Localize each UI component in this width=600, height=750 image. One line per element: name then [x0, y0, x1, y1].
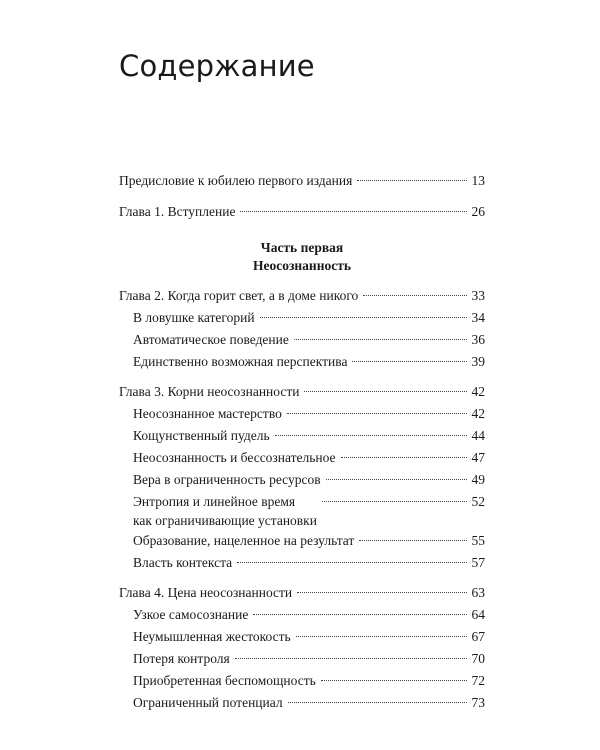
- toc-section-title-line1: Энтропия и линейное время: [133, 494, 296, 509]
- toc-section-title: Вера в ограниченность ресурсов: [133, 472, 321, 487]
- toc-section[interactable]: [119, 425, 485, 447]
- page-title: Содержание: [119, 49, 315, 83]
- toc-section[interactable]: [119, 351, 485, 373]
- toc-page-number: 72: [471, 673, 485, 688]
- leader-dots: [359, 540, 466, 541]
- toc-entry-title: Предисловие к юбилею первого издания: [119, 173, 353, 188]
- toc-section[interactable]: [119, 626, 485, 648]
- toc-section[interactable]: [119, 307, 485, 329]
- toc-section-title: Узкое самосознание: [133, 607, 249, 622]
- leader-dots: [341, 457, 467, 458]
- toc-section-title: Неосознанность и бессознательное: [133, 450, 336, 465]
- toc-entry-preface[interactable]: [119, 170, 485, 192]
- leader-dots: [288, 702, 467, 703]
- toc-section-title: Ограниченный потенциал: [133, 695, 283, 710]
- leader-dots: [294, 339, 467, 340]
- toc-section-title-line2: как ограничивающие установки: [133, 513, 317, 528]
- toc-page-number: 13: [471, 173, 485, 188]
- toc-section[interactable]: [119, 692, 485, 714]
- toc-section-title: Неосознанное мастерство: [133, 406, 282, 421]
- leader-dots: [275, 435, 467, 436]
- leader-dots: [253, 614, 466, 615]
- toc-section-title: Потеря контроля: [133, 651, 230, 666]
- part-heading-line2: Неосознанность: [252, 258, 351, 273]
- toc-section[interactable]: [119, 552, 485, 574]
- toc-section-title: Образование, нацеленное на результат: [133, 533, 355, 548]
- toc-section[interactable]: [119, 492, 485, 530]
- toc-section-title: Приобретенная беспомощность: [133, 673, 316, 688]
- toc-section[interactable]: [119, 403, 485, 425]
- toc-page-number: 47: [471, 450, 485, 465]
- toc-page-number: 26: [471, 204, 485, 219]
- leader-dots: [352, 361, 466, 362]
- toc-page-number: 34: [471, 310, 485, 325]
- leader-dots: [237, 562, 466, 563]
- toc-page-number: 57: [471, 555, 485, 570]
- toc-page-number: 52: [471, 494, 485, 509]
- toc-page-number: 70: [471, 651, 485, 666]
- toc-page-number: 42: [471, 406, 485, 421]
- toc-section[interactable]: [119, 447, 485, 469]
- toc-page-number: 67: [471, 629, 485, 644]
- table-of-contents: [119, 170, 485, 714]
- leader-dots: [357, 180, 466, 181]
- leader-dots: [304, 391, 466, 392]
- leader-dots: [240, 211, 466, 212]
- toc-entry-title: Глава 1. Вступление: [119, 204, 236, 219]
- toc-section[interactable]: [119, 469, 485, 491]
- toc-page-number: 64: [471, 607, 485, 622]
- toc-section-title: Автоматическое поведение: [133, 332, 289, 347]
- part-heading-line1: Часть первая: [260, 240, 344, 255]
- toc-entry-title: Глава 4. Цена неосознанности: [119, 585, 293, 600]
- toc-entry-chapter-1[interactable]: [119, 201, 485, 223]
- toc-entry-title: Глава 3. Корни неосознанности: [119, 384, 300, 399]
- toc-page-number: 49: [471, 472, 485, 487]
- toc-entry-chapter-3[interactable]: [119, 381, 485, 403]
- toc-section[interactable]: [119, 530, 485, 552]
- toc-section-title: Кощунственный пудель: [133, 428, 270, 443]
- toc-page-number: 44: [471, 428, 485, 443]
- toc-page-number: 55: [471, 533, 485, 548]
- toc-section[interactable]: [119, 604, 485, 626]
- toc-section[interactable]: [119, 648, 485, 670]
- leader-dots: [260, 317, 467, 318]
- leader-dots: [297, 592, 466, 593]
- toc-section[interactable]: [119, 670, 485, 692]
- toc-page-number: 63: [471, 585, 485, 600]
- leader-dots: [326, 479, 467, 480]
- toc-page-number: 73: [471, 695, 485, 710]
- leader-dots: [322, 501, 467, 502]
- toc-section-title: [133, 492, 317, 530]
- leader-dots: [296, 636, 467, 637]
- toc-page-number: 36: [471, 332, 485, 347]
- toc-page-number: 33: [471, 288, 485, 303]
- toc-entry-chapter-4[interactable]: [119, 582, 485, 604]
- toc-section-title: Власть контекста: [133, 555, 233, 570]
- toc-section-title: Неумышленная жестокость: [133, 629, 291, 644]
- toc-entry-title: Глава 2. Когда горит свет, а в доме никого: [119, 288, 359, 303]
- leader-dots: [235, 658, 467, 659]
- toc-entry-chapter-2[interactable]: [119, 285, 485, 307]
- toc-section[interactable]: [119, 329, 485, 351]
- leader-dots: [321, 680, 467, 681]
- toc-page-number: 39: [471, 354, 485, 369]
- toc-section-title: В ловушке категорий: [133, 310, 255, 325]
- toc-section-title: Единственно возможная перспектива: [133, 354, 348, 369]
- leader-dots: [287, 413, 467, 414]
- toc-page-number: 42: [471, 384, 485, 399]
- leader-dots: [363, 295, 466, 296]
